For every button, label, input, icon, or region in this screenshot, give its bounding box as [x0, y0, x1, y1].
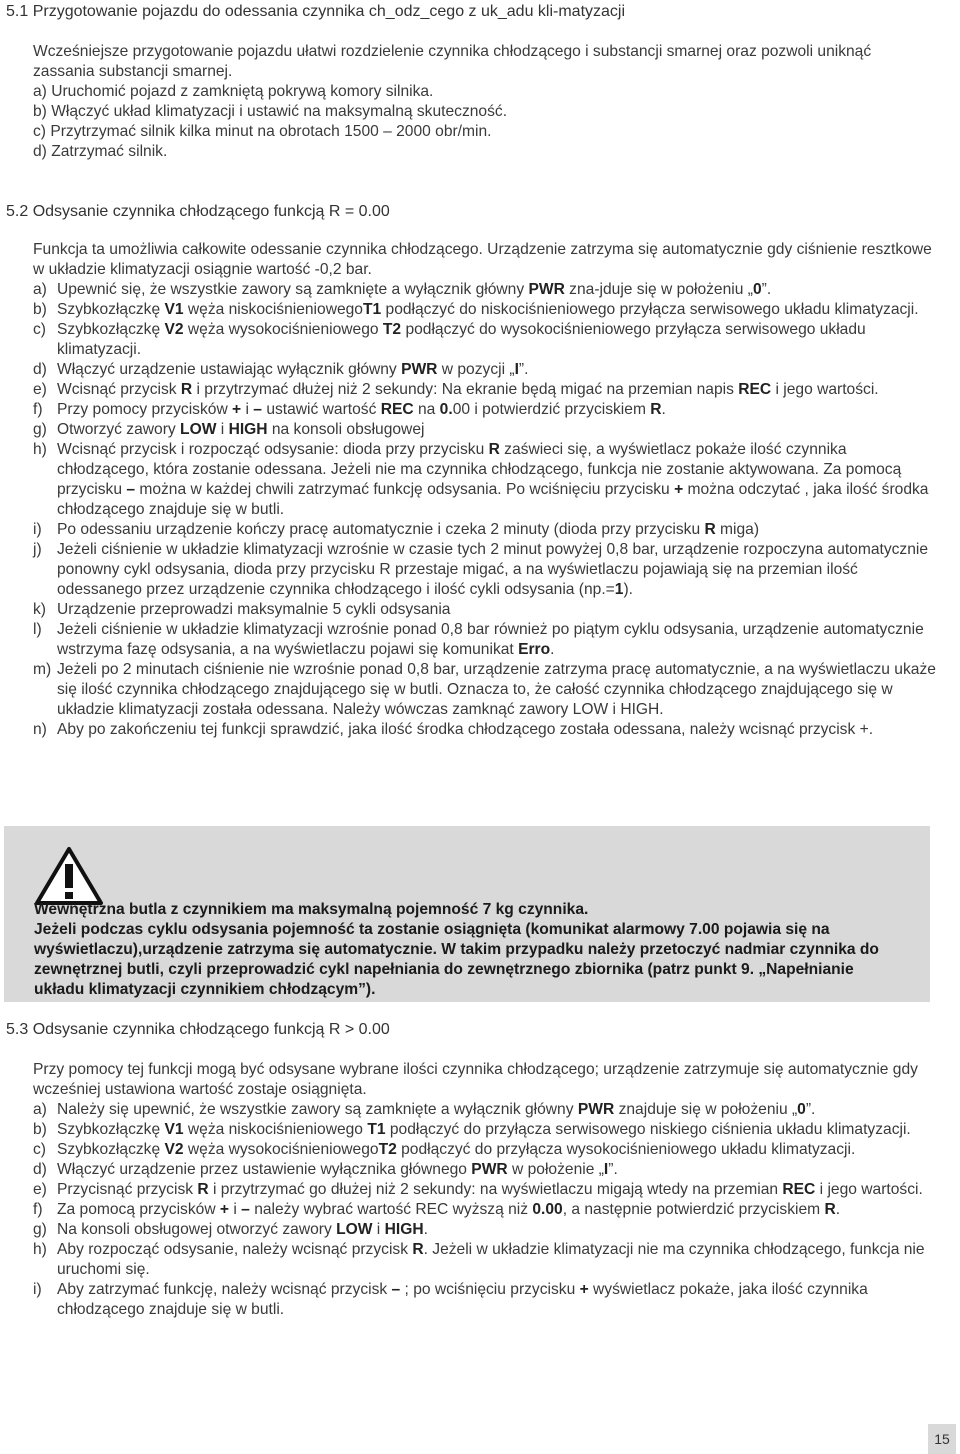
step-text-run: w pozycji „: [437, 361, 515, 378]
step-text-run: zna-jduje się w położeniu „: [564, 281, 753, 298]
step-text-run: i: [372, 1221, 385, 1238]
step-label: d): [33, 1161, 47, 1178]
warning-line-instructions: Jeżeli podczas cyklu odsysania pojemność ta zostanie osiągnięta (komunikat alarmowy 7.00 pojawia się na wyświetlaczu),urządzenie zatrzyma się automatycznie. W takim przypadku należy przetoczyć nadmiar czynnika do zewnętrznej butli, czyli przeprowadzić cykl napełniania do zewnętrznego zbiornika (patrz punkt 9. „Napełnianie układu klimatyzacji czynnikiem chłodzącym”).: [34, 921, 879, 998]
step-label: i): [33, 1281, 42, 1298]
step-text-bold: PWR: [577, 1101, 615, 1118]
step-text-bold: +: [579, 1281, 589, 1298]
step-label: m): [33, 661, 52, 678]
section-5-3-step: [33, 1180, 936, 1200]
step-text-run: należy wybrać wartość REC wyższą niż: [249, 1201, 533, 1218]
step-text-run: .: [423, 1221, 428, 1238]
step-text-bold: +: [674, 481, 684, 498]
section-5-2-step: [33, 720, 936, 740]
step-text-bold: LOW: [336, 1221, 373, 1238]
step-text-run: , a następnie potwierdzić przyciskiem: [562, 1201, 825, 1218]
step-text-bold: 0: [752, 281, 762, 298]
warning-triangle-icon: [34, 846, 104, 906]
step-text-run: i: [229, 1201, 242, 1218]
section-5-2-steps: [33, 280, 936, 740]
step-text-run: węża niskociśnieniowego: [183, 301, 363, 318]
step-text: [57, 1180, 936, 1200]
step-label: n): [33, 721, 47, 738]
step-text: [57, 520, 936, 540]
section-5-1-step: a) Uruchomić pojazd z zamkniętą pokrywą komory silnika.: [33, 83, 434, 100]
step-text-run: Aby rozpocząć odsysanie, należy wcisnąć przycisk: [57, 1241, 413, 1258]
step-text: [57, 620, 936, 660]
step-text-bold: T1: [362, 301, 382, 318]
step-text-run: i: [241, 401, 254, 418]
step-text-run: Należy się upewnić, że wszystkie zawory są zamknięte a wyłącznik główny: [57, 1101, 578, 1118]
section-5-2-step: [33, 420, 936, 440]
step-text-bold: R: [180, 381, 193, 398]
step-text-run: ; po wciśnięciu przycisku: [400, 1281, 580, 1298]
step-label: l): [33, 621, 42, 638]
step-text-bold: T1: [367, 1121, 386, 1138]
step-text-run: Szybkozłączkę: [57, 1141, 165, 1158]
step-label: b): [33, 301, 47, 318]
section-5-2-step: [33, 320, 936, 360]
step-text-run: Upewnić się, że wszystkie zawory są zamknięte a wyłącznik główny: [57, 281, 529, 298]
step-text-bold: –: [391, 1281, 401, 1298]
step-label: h): [33, 441, 47, 458]
step-text-bold: I: [514, 361, 519, 378]
step-text-run: Jeżeli po 2 minutach ciśnienie nie wzrośnie ponad 0,8 bar, urządzenie zatrzyma pracę automatycznie, a na wyświetlaczu ukaże się ilość czynnika chłodzącego znajdującego się w butli. Oznacza to, że całość czynnika chłodzącego znajdującego się w układzie klimatyzacji została odessana. Należy wówczas zamknąć zawory LOW i HIGH.: [57, 661, 936, 718]
step-label: j): [33, 541, 42, 558]
step-text: [57, 420, 936, 440]
section-5-1-steps: [33, 82, 936, 162]
step-text-bold: PWR: [401, 361, 438, 378]
section-5-1-heading: 5.1 Przygotowanie pojazdu do odessania czynnika ch_odz_cego z uk_adu kli-matyzacji: [6, 3, 626, 20]
step-text-run: 00 i potwierdzić przyciskiem: [452, 401, 651, 418]
step-text-run: węża wysokociśnieniowego: [183, 321, 383, 338]
step-text-run: i jego wartości.: [815, 1181, 923, 1198]
section-5-1-body: [33, 42, 936, 162]
step-text: [57, 440, 936, 520]
step-text-run: . Jeżeli w układzie klimatyzacji nie ma czynnika chłodzącego, funkcja nie uruchomi się.: [57, 1241, 925, 1278]
step-text-run: Za pomocą przycisków: [57, 1201, 220, 1218]
step-text: [57, 400, 936, 420]
step-text-run: .: [661, 401, 666, 418]
step-text-run: wyświetlacz pokaże, jaka ilość czynnika chłodzącego znajduje się w butli.: [57, 1281, 868, 1318]
step-label: b): [33, 1121, 47, 1138]
step-text-bold: 0.: [439, 401, 453, 418]
step-text-run: podłączyć do przyłącza serwisowego niskiego ciśnienia układu klimatyzacji.: [385, 1121, 911, 1138]
step-text-bold: R: [488, 441, 500, 458]
step-label: g): [33, 1221, 47, 1238]
step-text: [57, 1200, 936, 1220]
step-text-run: Otworzyć zawory: [57, 421, 181, 438]
step-text-run: miga): [715, 521, 760, 538]
step-text-bold: REC: [380, 401, 414, 418]
section-5-3-steps: [33, 1100, 936, 1320]
step-text-bold: 0: [797, 1101, 806, 1118]
page-number: 15: [928, 1424, 956, 1454]
section-5-3-intro: Przy pomocy tej funkcji mogą być odsysane wybrane ilości czynnika chłodzącego; urządzenie zatrzymuje się automatycznie gdy wcześniej ustawiona wartość zostaje osiągnięta.: [33, 1061, 918, 1098]
step-text: [57, 1280, 936, 1320]
step-text: [57, 1140, 936, 1160]
section-5-2-step: [33, 540, 936, 600]
step-text-bold: R: [824, 1201, 836, 1218]
step-text-run: znajduje się w położeniu „: [614, 1101, 798, 1118]
step-label: a): [33, 1101, 47, 1118]
step-text-run: Aby po zakończeniu tej funkcji sprawdzić, jaka ilość środka chłodzącego została odessana, należy wcisnąć przycisk +.: [57, 721, 874, 738]
step-text-run: ).: [623, 581, 634, 598]
step-text-run: ”.: [805, 1101, 816, 1118]
section-5-2-intro: Funkcja ta umożliwia całkowite odessanie czynnika chłodzącego. Urządzenie zatrzyma się automatycznie gdy ciśnienie resztkowe w układzie klimatyzacji osiągnie wartość -0,2 bar.: [33, 241, 932, 278]
warning-box: [4, 826, 930, 1002]
step-text-run: podłączyć do wysokociśnieniowego przyłącza serwisowego układu klimatyzacji.: [57, 321, 866, 358]
step-text-run: ”.: [518, 361, 529, 378]
section-5-2-step: [33, 520, 936, 540]
step-text-run: i przytrzymać go dłużej niż 2 sekundy: na wyświetlaczu migają wtedy na przemian: [208, 1181, 783, 1198]
step-text-run: Jeżeli ciśnienie w układzie klimatyzacji wzrośnie ponad 0,8 bar również po piątym cyklu odsysania, urządzenie automatycznie wstrzyma fazę odsysania, a na wyświetlaczu pojawi się komunikat: [57, 621, 924, 658]
section-5-3-step: [33, 1200, 936, 1220]
section-5-3-step: [33, 1240, 936, 1280]
step-text-run: ”.: [761, 281, 772, 298]
step-text-bold: +: [219, 1201, 230, 1218]
step-text-bold: R: [704, 521, 716, 538]
section-5-3-body: [33, 1060, 936, 1320]
step-text-run: i przytrzymać dłużej niż 2 sekundy: Na ekranie będą migać na przemian napis: [192, 381, 739, 398]
step-text-run: Przycisnąć przycisk: [57, 1181, 198, 1198]
step-label: e): [33, 1181, 47, 1198]
step-label: e): [33, 381, 47, 398]
step-text: [57, 280, 936, 300]
section-5-3-step: [33, 1120, 936, 1140]
step-text-bold: R: [412, 1241, 424, 1258]
section-5-1-step: c) Przytrzymać silnik kilka minut na obrotach 1500 – 2000 obr/min.: [33, 123, 492, 140]
section-5-2-step: [33, 620, 936, 660]
step-text-run: można w każdej chwili zatrzymać funkcję odsysania. Po wciśnięciu przycisku: [135, 481, 675, 498]
section-5-3-step: [33, 1140, 936, 1160]
step-text-run: można odczytać , jaka ilość środka chłodzącego znajduje się w butli.: [57, 481, 929, 518]
step-text-run: węża niskociśnieniowego: [183, 1121, 368, 1138]
step-text-run: na: [413, 401, 440, 418]
step-label: c): [33, 1141, 46, 1158]
step-text-run: podłączyć do niskociśnieniowego przyłącza serwisowego układu klimatyzacji.: [381, 301, 919, 318]
step-text-run: zaświeci się, a wyświetlacz pokaże ilość czynnika chłodzącego, która zostanie odessana. Jeżeli nie ma czynnika chłodzącego, funkcja nie zostanie aktywowana. Za pomocą przycisku: [57, 441, 902, 498]
step-text-run: .: [550, 641, 555, 658]
step-text-bold: V2: [164, 321, 184, 338]
section-5-3-heading: 5.3 Odsysanie czynnika chłodzącego funkcją R > 0.00: [6, 1021, 390, 1038]
step-text: [57, 720, 936, 740]
section-5-1-intro: Wcześniejsze przygotowanie pojazdu ułatwi rozdzielenie czynnika chłodzącego i substancji smarnej oraz pozwoli uniknąć zassania substancji smarnej.: [33, 43, 872, 80]
step-text-bold: V2: [164, 1141, 184, 1158]
section-5-2-step: [33, 660, 936, 720]
step-text-run: i: [216, 421, 229, 438]
section-5-2-step: [33, 360, 936, 380]
step-label: f): [33, 401, 43, 418]
step-text-run: na konsoli obsługowej: [267, 421, 425, 438]
step-text: [57, 1220, 936, 1240]
step-text: [57, 1240, 936, 1280]
step-text-bold: 1: [614, 581, 624, 598]
step-text: [57, 1120, 936, 1140]
step-text-bold: –: [241, 1201, 250, 1218]
step-text-run: .: [835, 1201, 841, 1218]
step-text-run: Po odessaniu urządzenie kończy pracę automatycznie i czeka 2 minuty (dioda przy przycisku: [57, 521, 705, 538]
section-5-3-step: [33, 1220, 936, 1240]
step-label: c): [33, 321, 46, 338]
section-5-1-step: d) Zatrzymać silnik.: [33, 143, 168, 160]
section-5-3-step: [33, 1100, 936, 1120]
step-text-bold: LOW: [180, 421, 217, 438]
step-label: f): [33, 1201, 43, 1218]
step-text-run: Szybkozłączkę: [57, 301, 165, 318]
step-text-run: Włączyć urządzenie przez ustawienie wyłącznika głównego: [57, 1161, 472, 1178]
section-5-2-step: [33, 400, 936, 420]
step-text-run: podłączyć do przyłącza wysokociśnieniowego układu klimatyzacji.: [396, 1141, 856, 1158]
step-text-bold: –: [253, 401, 262, 418]
step-text-bold: V1: [164, 1121, 184, 1138]
section-5-1-step: b) Włączyć układ klimatyzacji i ustawić na maksymalną skuteczność.: [33, 103, 508, 120]
step-text-bold: Erro: [518, 641, 551, 658]
step-text-run: Przy pomocy przycisków: [57, 401, 233, 418]
section-5-2-heading: 5.2 Odsysanie czynnika chłodzącego funkcją R = 0.00: [6, 203, 390, 220]
step-text-run: Na konsoli obsługowej otworzyć zawory: [57, 1221, 337, 1238]
step-text-bold: HIGH: [384, 1221, 424, 1238]
step-text-bold: 0.00: [532, 1201, 563, 1218]
section-5-3-step: [33, 1160, 936, 1180]
step-text-run: Jeżeli ciśnienie w układzie klimatyzacji wzrośnie w czasie tych 2 minut powyżej 0,8 bar, urządzenie rozpoczyna automatycznie ponowny cykl odsysania, dioda przy przycisku R przestaje migać, a na wyświetlaczu pojawiają się na przemian ilość odessanego przez urządzenie czynnika chłodzącego i ilość cykli odsysania (np.=: [57, 541, 929, 598]
step-text-bold: I: [603, 1161, 609, 1178]
step-text-bold: PWR: [528, 281, 565, 298]
step-text-run: ustawić wartość: [261, 401, 381, 418]
step-text-run: Szybkozłączkę: [57, 321, 165, 338]
step-text-bold: –: [126, 481, 136, 498]
step-text: [57, 600, 936, 620]
step-text: [57, 1100, 936, 1120]
step-text-bold: V1: [164, 301, 184, 318]
step-label: g): [33, 421, 47, 438]
step-label: i): [33, 521, 42, 538]
step-text-bold: REC: [738, 381, 772, 398]
step-text-run: w położenie „: [507, 1161, 604, 1178]
step-text: [57, 380, 936, 400]
step-text-run: Włączyć urządzenie ustawiając wyłącznik główny: [57, 361, 402, 378]
step-text: [57, 320, 936, 360]
section-5-2-step: [33, 280, 936, 300]
warning-text: [34, 900, 900, 1000]
section-5-2-body: [33, 240, 936, 740]
step-text-run: Szybkozłączkę: [57, 1121, 165, 1138]
step-text-bold: REC: [782, 1181, 816, 1198]
step-text-run: Aby zatrzymać funkcję, należy wcisnąć przycisk: [57, 1281, 392, 1298]
warning-line-capacity: Wewnętrzna butla z czynnikiem ma maksymalną pojemność 7 kg czynnika.: [34, 901, 589, 918]
step-text-bold: R: [650, 401, 662, 418]
step-text-run: Wcisnąć przycisk i rozpocząć odsysanie: dioda przy przycisku: [57, 441, 489, 458]
step-text-run: ”.: [608, 1161, 618, 1178]
step-text-run: węża wysokociśnieniowego: [183, 1141, 379, 1158]
section-5-2-step: [33, 300, 936, 320]
section-5-3-step: [33, 1280, 936, 1320]
step-label: h): [33, 1241, 47, 1258]
step-text-run: Wcisnąć przycisk: [57, 381, 181, 398]
step-text-run: Urządzenie przeprowadzi maksymalnie 5 cykli odsysania: [57, 601, 451, 618]
step-text-bold: T2: [378, 1141, 397, 1158]
step-text-bold: PWR: [471, 1161, 508, 1178]
section-5-2-step: [33, 440, 936, 520]
section-5-2-step: [33, 380, 936, 400]
section-5-2-step: [33, 600, 936, 620]
step-label: k): [33, 601, 46, 618]
step-text: [57, 360, 936, 380]
step-label: a): [33, 281, 47, 298]
step-text: [57, 300, 936, 320]
step-label: d): [33, 361, 47, 378]
step-text: [57, 540, 936, 600]
step-text-run: i jego wartości.: [771, 381, 879, 398]
step-text-bold: R: [197, 1181, 209, 1198]
step-text: [57, 1160, 936, 1180]
step-text-bold: T2: [382, 321, 402, 338]
step-text-bold: +: [232, 401, 242, 418]
step-text: [57, 660, 936, 720]
step-text-bold: HIGH: [228, 421, 268, 438]
